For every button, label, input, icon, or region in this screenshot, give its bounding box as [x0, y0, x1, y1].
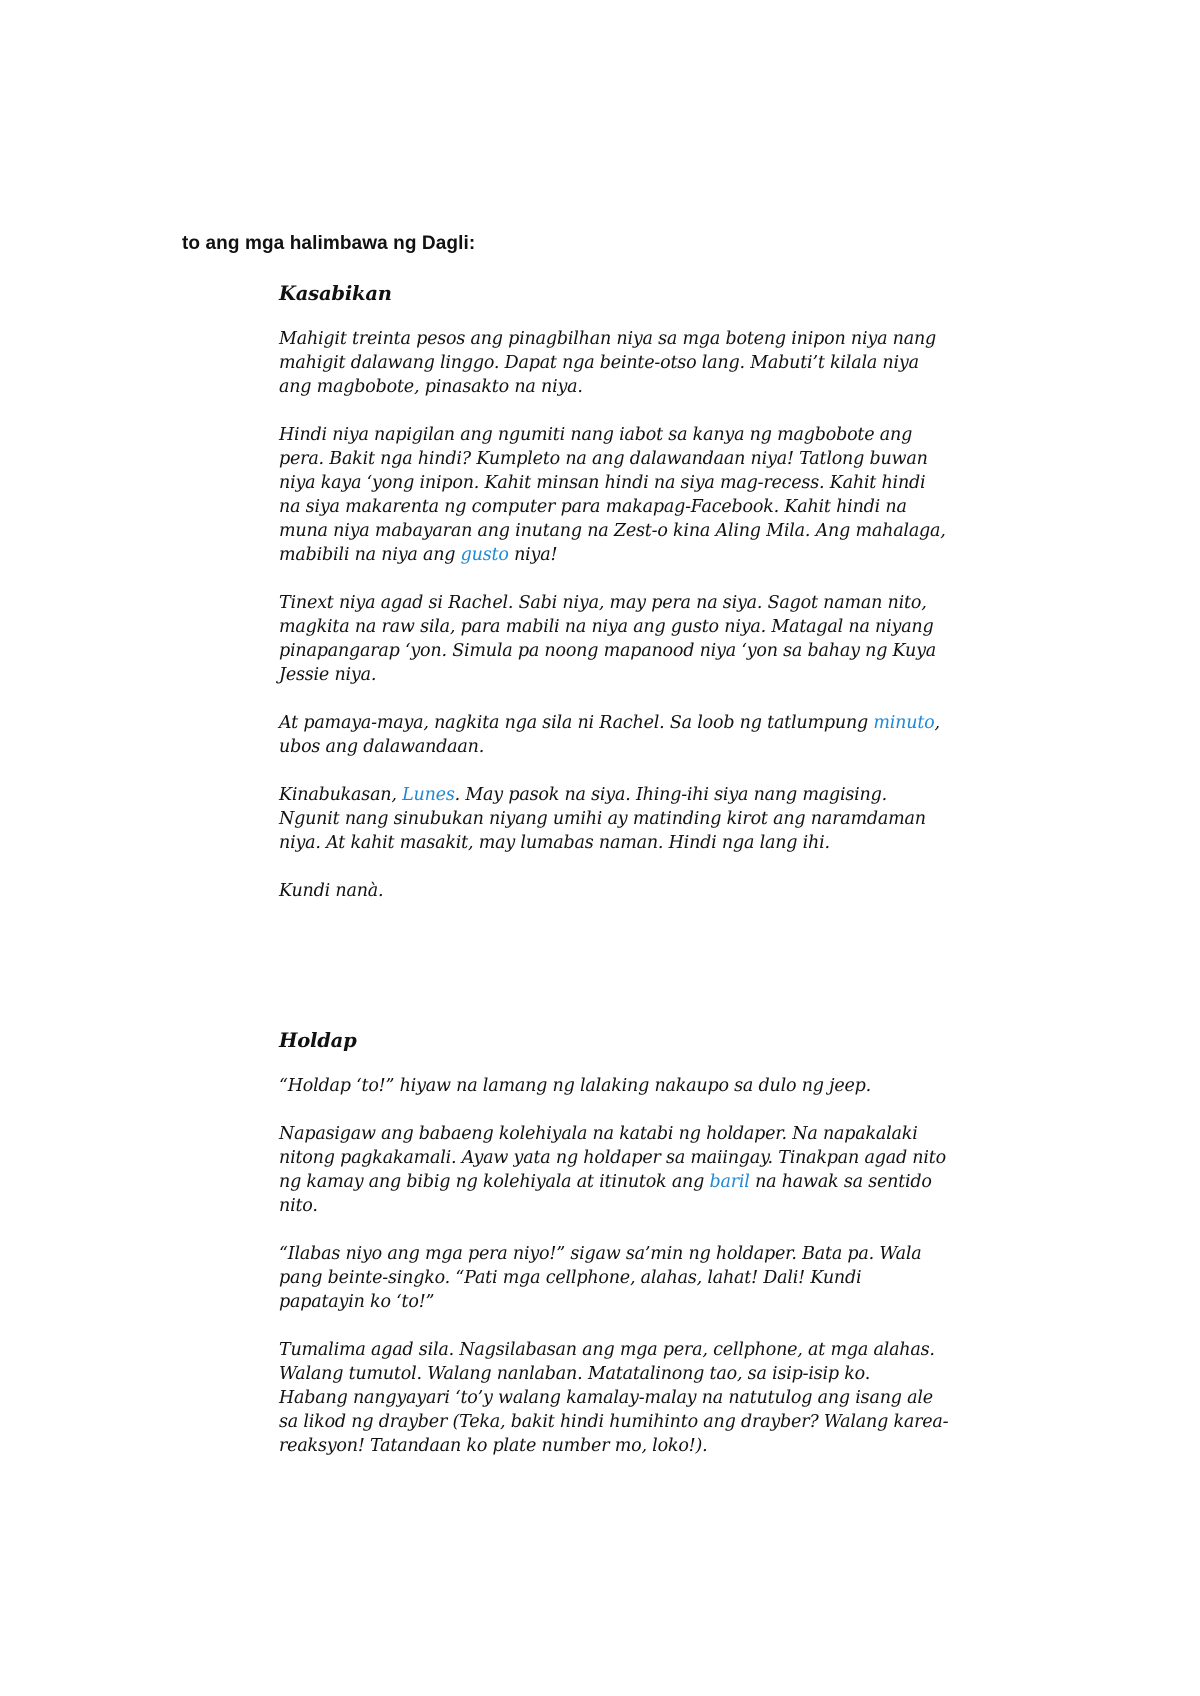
link-gusto[interactable]: gusto: [460, 545, 509, 565]
story-paragraph: At pamaya-maya, nagkita nga sila ni Rachel. Sa loob ng tatlumpung minuto, ubos ang dalawandaan.: [279, 713, 940, 757]
story-paragraph: “Holdap ‘to!” hiyaw na lamang ng lalaking nakaupo sa dulo ng jeep.: [279, 1076, 872, 1096]
story-paragraph: Habang nangyayari ‘to’y walang kamalay-malay na natutulog ang isang ale sa likod ng drayber (Teka, bakit hindi humihinto ang drayber? Walang karea-reaksyon! Tatandaan ko plate number mo, loko!).: [279, 1388, 949, 1456]
story-paragraph: Kundi nanà.: [279, 881, 384, 901]
story-paragraph: Napasigaw ang babaeng kolehiyala na katabi ng holdaper. Na napakalaki nitong pagkakamali. Ayaw yata ng holdaper sa maiingay. Tinakpan agad nito ng kamay ang bibig ng kolehiyala at itinutok ang baril na hawak sa sentido nito.: [279, 1124, 946, 1216]
story-paragraph: “Ilabas niyo ang mga pera niyo!” sigaw sa’min ng holdaper. Bata pa. Wala pang beinte-singko. “Pati mga cellphone, alahas, lahat! Dali! Kundi papatayin ko ‘to!”: [279, 1244, 922, 1312]
story-paragraph: Tumalima agad sila. Nagsilabasan ang mga pera, cellphone, at mga alahas. Walang tumutol. Walang nanlaban. Matatalinong tao, sa isip-isip ko.: [279, 1340, 935, 1384]
intro-heading: to ang mga halimbawa ng Dagli:: [182, 233, 476, 254]
story-paragraph: Hindi niya napigilan ang ngumiti nang iabot sa kanya ng magbobote ang pera. Bakit nga hindi? Kumpleto na ang dalawandaan niya! Tatlong buwan niya kaya ‘yong inipon. Kahit minsan hindi na siya mag-recess. Kahit hindi na siya makarenta ng computer para makapag-Facebook. Kahit hindi na muna niya mabayaran ang inutang na Zest-o kina Aling Mila. Ang mahalaga, mabibili na niya ang gusto niya!: [279, 425, 946, 565]
story-paragraph: Tinext niya agad si Rachel. Sabi niya, may pera na siya. Sagot naman nito, magkita na raw sila, para mabili na niya ang gusto niya. Matagal na niyang pinapangarap ‘yon. Simula pa noong mapanood niya ‘yon sa bahay ng Kuya Jessie niya.: [279, 593, 937, 685]
story-holdap: [279, 1027, 949, 1482]
link-lunes[interactable]: Lunes: [402, 785, 455, 805]
link-minuto[interactable]: minuto: [873, 713, 935, 733]
story-paragraph: Kinabukasan, Lunes. May pasok na siya. Ihing-ihi siya nang magising. Ngunit nang sinubukan niyang umihi ay matinding kirot ang naramdaman niya. At kahit masakit, may lumabas naman. Hindi nga lang ihi.: [279, 785, 926, 853]
story-paragraph: Mahigit treinta pesos ang pinagbilhan niya sa mga boteng inipon niya nang mahigit dalawang linggo. Dapat nga beinte-otso lang. Mabuti’t kilala niya ang magbobote, pinasakto na niya.: [279, 329, 937, 397]
story-kasabikan: [279, 280, 949, 927]
link-baril[interactable]: baril: [709, 1172, 750, 1192]
story-title: Holdap: [279, 1029, 357, 1052]
story-title: Kasabikan: [279, 282, 392, 305]
